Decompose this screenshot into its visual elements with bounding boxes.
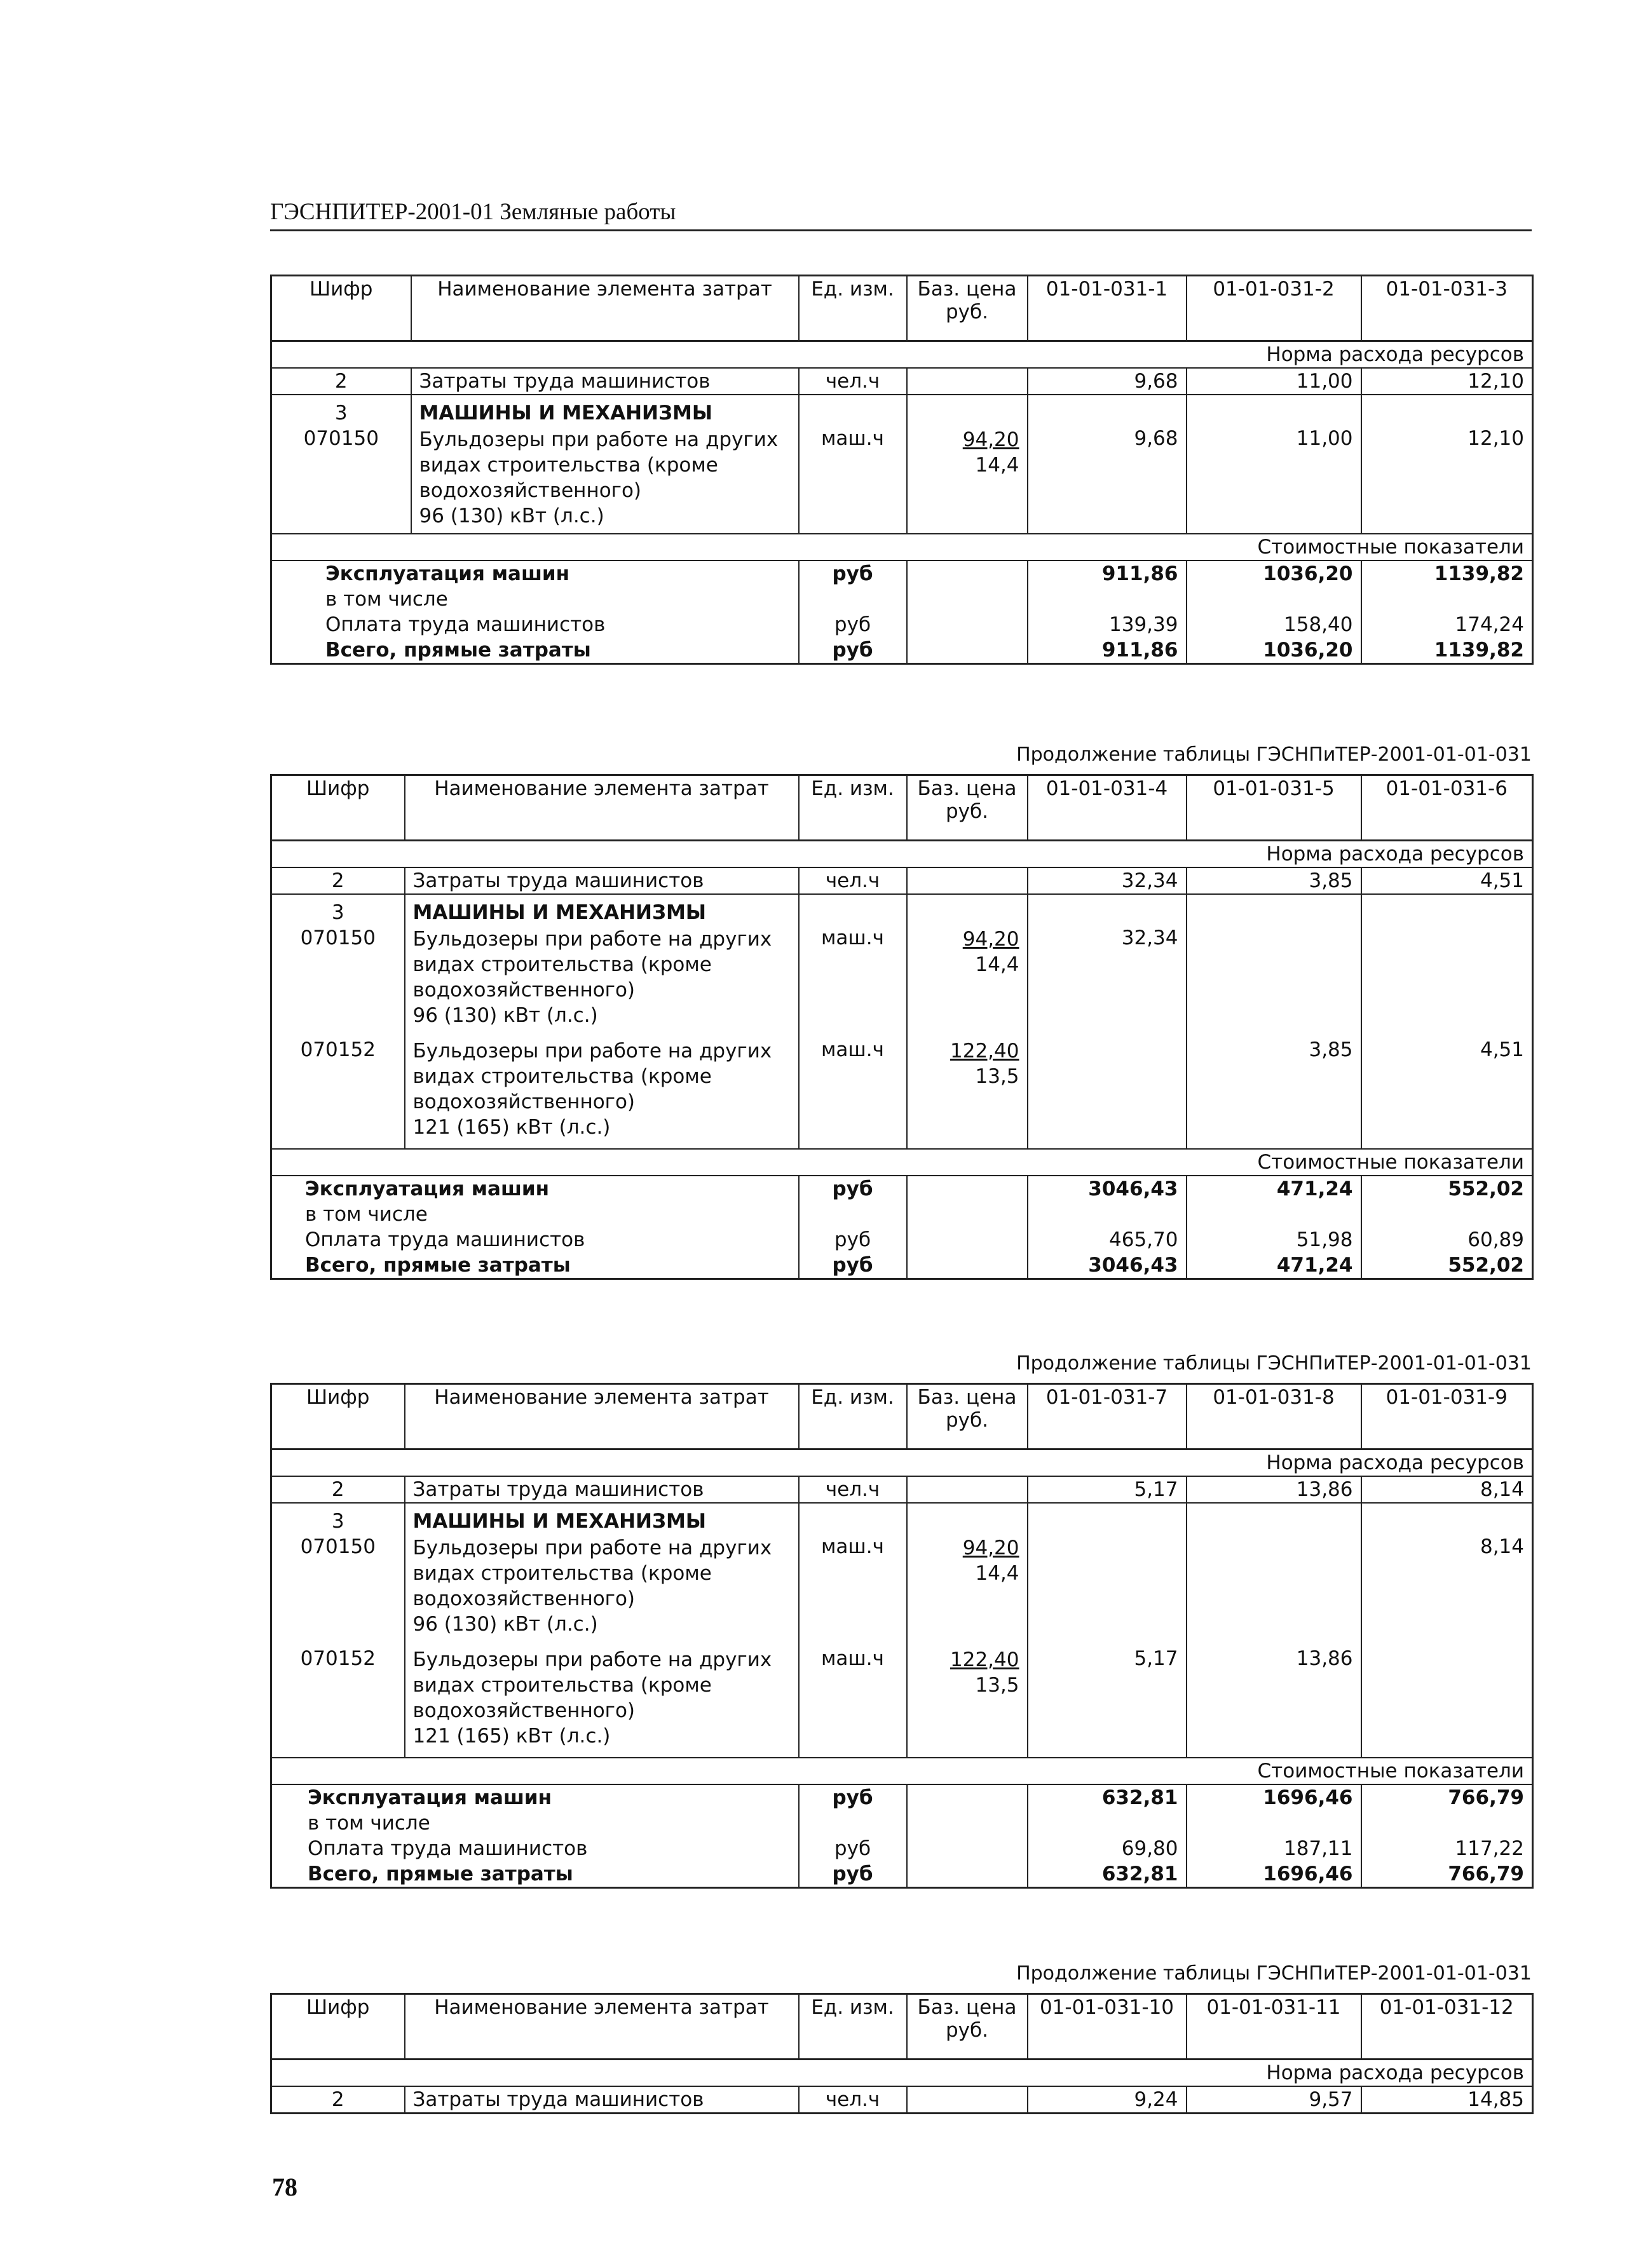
wage-rate: 13,5 xyxy=(975,1674,1019,1697)
col-header-name: Наименование элемента затрат xyxy=(411,276,799,341)
row-unit: руб xyxy=(799,1836,907,1861)
row-price xyxy=(907,925,1028,1037)
norm-table-3 xyxy=(270,1383,1534,1889)
row-name: Эксплуатация машин xyxy=(271,1784,799,1810)
row-price xyxy=(907,1037,1028,1149)
norm-value: 4,51 xyxy=(1361,1037,1533,1149)
col-header-norm: 01-01-031-6 xyxy=(1361,775,1533,841)
table-row xyxy=(271,637,1533,664)
norm-value: 14,85 xyxy=(1361,2086,1533,2114)
norm-value: 32,34 xyxy=(1028,867,1187,894)
name-line: водохозяйственного) xyxy=(412,1090,636,1113)
col-header-norm: 01-01-031-8 xyxy=(1187,1384,1361,1450)
row-code: 3 xyxy=(271,1503,405,1534)
row-name xyxy=(405,1037,799,1149)
cost-value: 1036,20 xyxy=(1187,560,1361,587)
row-unit: руб xyxy=(799,612,907,637)
norm-table-2 xyxy=(270,774,1534,1280)
row-code: 070150 xyxy=(271,925,405,1037)
name-line: 96 (130) кВт (л.с.) xyxy=(412,1004,598,1027)
row-code: 070150 xyxy=(271,426,411,534)
row-code: 2 xyxy=(271,1476,405,1503)
row-code: 070152 xyxy=(271,1646,405,1758)
page-number: 78 xyxy=(272,2173,297,2201)
cost-value: 471,24 xyxy=(1187,1176,1361,1202)
table-header-row xyxy=(271,775,1533,841)
row-name: Всего, прямые затраты xyxy=(271,1861,799,1888)
col-header-norm: 01-01-031-9 xyxy=(1361,1384,1533,1450)
norm-value: 8,14 xyxy=(1361,1476,1533,1503)
row-unit: руб xyxy=(799,1861,907,1888)
norm-value: 12,10 xyxy=(1361,368,1533,395)
section-norm-label: Норма расхода ресурсов xyxy=(271,341,1533,369)
cost-value: 117,22 xyxy=(1361,1836,1533,1861)
col-header-norm: 01-01-031-5 xyxy=(1187,775,1361,841)
norm-value: 13,86 xyxy=(1187,1476,1361,1503)
col-header-unit: Ед. изм. xyxy=(799,1994,907,2060)
section-cost-label: Стоимостные показатели xyxy=(271,1758,1533,1784)
norm-value: 11,00 xyxy=(1187,426,1361,534)
name-line: видах строительства (кроме xyxy=(419,454,718,477)
row-unit: руб xyxy=(799,1784,907,1810)
row-unit: руб xyxy=(799,1176,907,1202)
norm-value: 9,57 xyxy=(1187,2086,1361,2114)
col-header-price xyxy=(907,1994,1028,2060)
table-row xyxy=(271,1503,1533,1534)
norm-value: 4,51 xyxy=(1361,867,1533,894)
base-price: 122,40 xyxy=(950,1040,1019,1063)
row-price xyxy=(907,1646,1028,1758)
base-price: 94,20 xyxy=(962,928,1019,951)
name-line: 96 (130) кВт (л.с.) xyxy=(412,1613,598,1636)
table-row xyxy=(271,395,1533,426)
price-label-line2: руб. xyxy=(946,301,988,323)
norm-value: 3,85 xyxy=(1187,1037,1361,1149)
col-header-norm: 01-01-031-10 xyxy=(1028,1994,1187,2060)
base-price: 94,20 xyxy=(962,1537,1019,1559)
name-line: водохозяйственного) xyxy=(412,1587,636,1610)
col-header-code: Шифр xyxy=(271,775,405,841)
norm-value: 3,85 xyxy=(1187,867,1361,894)
col-header-unit: Ед. изм. xyxy=(799,1384,907,1450)
name-line: водохозяйственного) xyxy=(419,479,642,502)
table-header-row xyxy=(271,1384,1533,1450)
wage-rate: 13,5 xyxy=(975,1065,1019,1088)
row-name: Затраты труда машинистов xyxy=(405,867,799,894)
row-name xyxy=(405,925,799,1037)
row-name: в том числе xyxy=(271,1202,799,1227)
row-unit: маш.ч xyxy=(799,426,907,534)
cost-value: 465,70 xyxy=(1028,1227,1187,1253)
row-unit: маш.ч xyxy=(799,1534,907,1646)
cost-value: 1036,20 xyxy=(1187,637,1361,664)
col-header-code: Шифр xyxy=(271,276,411,341)
row-name: Оплата труда машинистов xyxy=(271,612,799,637)
cost-value: 552,02 xyxy=(1361,1176,1533,1202)
section-cost-label: Стоимостные показатели xyxy=(271,1149,1533,1176)
row-name: Затраты труда машинистов xyxy=(405,2086,799,2114)
row-unit: маш.ч xyxy=(799,1646,907,1758)
col-header-name: Наименование элемента затрат xyxy=(405,775,799,841)
price-label-line1: Баз. цена xyxy=(917,278,1017,301)
table-row xyxy=(271,1176,1533,1202)
col-header-name: Наименование элемента затрат xyxy=(405,1994,799,2060)
cost-value: 471,24 xyxy=(1187,1253,1361,1279)
col-header-unit: Ед. изм. xyxy=(799,775,907,841)
row-price xyxy=(907,1534,1028,1646)
cost-value: 3046,43 xyxy=(1028,1176,1187,1202)
row-name xyxy=(405,1534,799,1646)
norm-table-4 xyxy=(270,1993,1534,2114)
table-row xyxy=(271,1037,1533,1149)
norm-value: 12,10 xyxy=(1361,426,1533,534)
col-header-norm: 01-01-031-11 xyxy=(1187,1994,1361,2060)
col-header-norm: 01-01-031-12 xyxy=(1361,1994,1533,2060)
col-header-norm: 01-01-031-7 xyxy=(1028,1384,1187,1450)
table-row xyxy=(271,587,1533,612)
row-name: Оплата труда машинистов xyxy=(271,1227,799,1253)
section-machines: МАШИНЫ И МЕХАНИЗМЫ xyxy=(405,894,799,925)
row-code: 2 xyxy=(271,867,405,894)
row-name: Затраты труда машинистов xyxy=(411,368,799,395)
cost-value: 1696,46 xyxy=(1187,1861,1361,1888)
col-header-code: Шифр xyxy=(271,1384,405,1450)
cost-value: 174,24 xyxy=(1361,612,1533,637)
cost-value: 766,79 xyxy=(1361,1861,1533,1888)
cost-value: 158,40 xyxy=(1187,612,1361,637)
cost-value: 3046,43 xyxy=(1028,1253,1187,1279)
cost-value: 552,02 xyxy=(1361,1253,1533,1279)
name-line: Бульдозеры при работе на других xyxy=(412,1537,772,1559)
norm-value: 8,14 xyxy=(1361,1534,1533,1646)
row-unit: маш.ч xyxy=(799,925,907,1037)
norm-value: 5,17 xyxy=(1028,1646,1187,1758)
price-label-line2: руб. xyxy=(946,800,988,823)
cost-value: 911,86 xyxy=(1028,560,1187,587)
row-unit: маш.ч xyxy=(799,1037,907,1149)
table-row xyxy=(271,1810,1533,1836)
row-code: 3 xyxy=(271,395,411,426)
table-row xyxy=(271,368,1533,395)
table-row xyxy=(271,560,1533,587)
base-price: 122,40 xyxy=(950,1648,1019,1671)
section-cost-label: Стоимостные показатели xyxy=(271,534,1533,560)
row-name: в том числе xyxy=(271,1810,799,1836)
name-line: Бульдозеры при работе на других xyxy=(419,428,779,451)
row-name: Всего, прямые затраты xyxy=(271,637,799,664)
norm-value xyxy=(1187,925,1361,1037)
price-label-line1: Баз. цена xyxy=(917,1386,1017,1409)
base-price: 94,20 xyxy=(962,428,1019,451)
table-row xyxy=(271,1202,1533,1227)
section-norm-label: Норма расхода ресурсов xyxy=(271,2060,1533,2087)
section-machines: МАШИНЫ И МЕХАНИЗМЫ xyxy=(411,395,799,426)
cost-value: 766,79 xyxy=(1361,1784,1533,1810)
col-header-norm: 01-01-031-4 xyxy=(1028,775,1187,841)
table-row xyxy=(271,1476,1533,1503)
row-unit: чел.ч xyxy=(799,368,907,395)
table-row xyxy=(271,1646,1533,1758)
cost-value: 632,81 xyxy=(1028,1861,1187,1888)
cost-value: 1696,46 xyxy=(1187,1784,1361,1810)
cost-value: 1139,82 xyxy=(1361,637,1533,664)
name-line: Бульдозеры при работе на других xyxy=(412,928,772,951)
norm-value: 11,00 xyxy=(1187,368,1361,395)
table-row xyxy=(271,867,1533,894)
norm-value: 5,17 xyxy=(1028,1476,1187,1503)
table-row xyxy=(271,612,1533,637)
cost-value: 60,89 xyxy=(1361,1227,1533,1253)
row-unit: руб xyxy=(799,1253,907,1279)
table-row xyxy=(271,1861,1533,1888)
row-price xyxy=(907,426,1028,534)
name-line: Бульдозеры при работе на других xyxy=(412,1040,772,1063)
name-line: водохозяйственного) xyxy=(412,1699,636,1722)
table-row xyxy=(271,1253,1533,1279)
col-header-norm: 01-01-031-2 xyxy=(1187,276,1361,341)
col-header-norm: 01-01-031-1 xyxy=(1028,276,1187,341)
row-unit: руб xyxy=(799,637,907,664)
table-header-row xyxy=(271,1994,1533,2060)
row-name: Всего, прямые затраты xyxy=(271,1253,799,1279)
col-header-norm: 01-01-031-3 xyxy=(1361,276,1533,341)
row-code: 3 xyxy=(271,894,405,925)
table-row xyxy=(271,925,1533,1037)
cost-value: 1139,82 xyxy=(1361,560,1533,587)
name-line: 96 (130) кВт (л.с.) xyxy=(419,505,604,527)
table-row xyxy=(271,2086,1533,2114)
row-unit: чел.ч xyxy=(799,2086,907,2114)
norm-value xyxy=(1361,1646,1533,1758)
wage-rate: 14,4 xyxy=(975,454,1019,477)
cost-value: 51,98 xyxy=(1187,1227,1361,1253)
table-row xyxy=(271,894,1533,925)
continuation-label: Продолжение таблицы ГЭСНПиТЕР-2001-01-01-031 xyxy=(1016,1352,1532,1375)
wage-rate: 14,4 xyxy=(975,1562,1019,1585)
header-title: ГЭСНПИТЕР-2001-01 Земляные работы xyxy=(270,199,676,225)
norm-value xyxy=(1187,1534,1361,1646)
name-line: видах строительства (кроме xyxy=(412,953,712,976)
row-name: Эксплуатация машин xyxy=(271,560,799,587)
row-name: в том числе xyxy=(271,587,799,612)
table-row xyxy=(271,1784,1533,1810)
wage-rate: 14,4 xyxy=(975,953,1019,976)
row-name: Оплата труда машинистов xyxy=(271,1836,799,1861)
norm-value xyxy=(1028,1534,1187,1646)
name-line: водохозяйственного) xyxy=(412,979,636,1002)
row-name xyxy=(405,1646,799,1758)
norm-value: 13,86 xyxy=(1187,1646,1361,1758)
name-line: 121 (165) кВт (л.с.) xyxy=(412,1725,611,1748)
col-header-price xyxy=(907,1384,1028,1450)
row-name xyxy=(411,426,799,534)
table-row xyxy=(271,1534,1533,1646)
continuation-label: Продолжение таблицы ГЭСНПиТЕР-2001-01-01-031 xyxy=(1016,1962,1532,1985)
price-label-line2: руб. xyxy=(946,2019,988,2042)
cost-value: 187,11 xyxy=(1187,1836,1361,1861)
name-line: видах строительства (кроме xyxy=(412,1674,712,1697)
norm-value: 9,68 xyxy=(1028,368,1187,395)
row-unit: руб xyxy=(799,560,907,587)
norm-value: 9,24 xyxy=(1028,2086,1187,2114)
col-header-name: Наименование элемента затрат xyxy=(405,1384,799,1450)
name-line: Бульдозеры при работе на других xyxy=(412,1648,772,1671)
table-row xyxy=(271,1836,1533,1861)
table-row xyxy=(271,1227,1533,1253)
cost-value: 139,39 xyxy=(1028,612,1187,637)
norm-value: 9,68 xyxy=(1028,426,1187,534)
row-name: Эксплуатация машин xyxy=(271,1176,799,1202)
row-unit: чел.ч xyxy=(799,867,907,894)
row-unit: руб xyxy=(799,1227,907,1253)
section-norm-label: Норма расхода ресурсов xyxy=(271,841,1533,868)
section-norm-label: Норма расхода ресурсов xyxy=(271,1450,1533,1477)
row-code: 2 xyxy=(271,368,411,395)
row-code: 070150 xyxy=(271,1534,405,1646)
section-machines: МАШИНЫ И МЕХАНИЗМЫ xyxy=(405,1503,799,1534)
norm-table-1 xyxy=(270,275,1534,665)
col-header-code: Шифр xyxy=(271,1994,405,2060)
col-header-unit: Ед. изм. xyxy=(799,276,907,341)
col-header-price xyxy=(907,276,1028,341)
name-line: видах строительства (кроме xyxy=(412,1065,712,1088)
row-unit: чел.ч xyxy=(799,1476,907,1503)
row-code: 070152 xyxy=(271,1037,405,1149)
row-name: Затраты труда машинистов xyxy=(405,1476,799,1503)
table-header-row xyxy=(271,276,1533,341)
page-header xyxy=(270,198,1532,231)
price-label-line1: Баз. цена xyxy=(917,777,1017,800)
row-code: 2 xyxy=(271,2086,405,2114)
cost-value: 69,80 xyxy=(1028,1836,1187,1861)
price-label-line1: Баз. цена xyxy=(917,1996,1017,2019)
norm-value: 32,34 xyxy=(1028,925,1187,1037)
name-line: видах строительства (кроме xyxy=(412,1562,712,1585)
norm-value xyxy=(1361,925,1533,1037)
cost-value: 632,81 xyxy=(1028,1784,1187,1810)
table-row xyxy=(271,426,1533,534)
name-line: 121 (165) кВт (л.с.) xyxy=(412,1116,611,1139)
continuation-label: Продолжение таблицы ГЭСНПиТЕР-2001-01-01-031 xyxy=(1016,744,1532,766)
norm-value xyxy=(1028,1037,1187,1149)
cost-value: 911,86 xyxy=(1028,637,1187,664)
col-header-price xyxy=(907,775,1028,841)
price-label-line2: руб. xyxy=(946,1409,988,1432)
